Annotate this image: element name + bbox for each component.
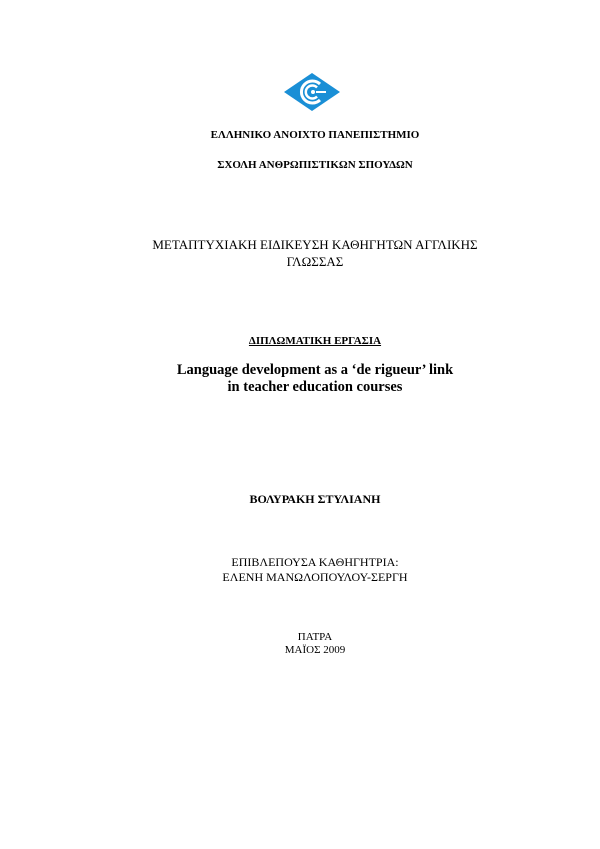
supervisor-label: ΕΠΙΒΛΕΠΟΥΣΑ ΚΑΘΗΓΗΤΡΙΑ: bbox=[231, 555, 399, 569]
school-name: ΣΧΟΛΗ ΑΝΘΡΩΠΙΣΤΙΚΩΝ ΣΠΟΥΔΩΝ bbox=[217, 159, 413, 171]
thesis-title-line2: in teacher education courses bbox=[227, 379, 403, 395]
thesis-title-line1: Language development as a ‘de rigueur’ link bbox=[176, 362, 454, 378]
university-name: ΕΛΛΗΝΙΚΟ ΑΝΟΙΧΤΟ ΠΑΝΕΠΙΣΤΗΜΙΟ bbox=[210, 129, 420, 141]
program-title-line2: ΓΛΩΣΣΑΣ bbox=[286, 254, 344, 269]
program-title-line1: ΜΕΤΑΠΤΥΧΙΑΚΗ ΕΙΔΙΚΕΥΣΗ ΚΑΘΗΓΗΤΩΝ ΑΓΓΛΙΚΗΣ bbox=[152, 237, 478, 252]
author-name: ΒΟΛΥΡΑΚΗ ΣΤΥΛΙΑΝΗ bbox=[249, 492, 381, 506]
thesis-label: ΔΙΠΛΩΜΑΤΙΚΗ ΕΡΓΑΣΙΑ bbox=[248, 335, 382, 347]
supervisor-name: ΕΛΕΝΗ ΜΑΝΩΛΟΠΟΥΛΟΥ-ΣΕΡΓΗ bbox=[222, 570, 408, 584]
university-logo-icon bbox=[283, 72, 341, 112]
place: ΠΑΤΡΑ bbox=[297, 631, 333, 643]
date: ΜΑΪΟΣ 2009 bbox=[284, 644, 346, 656]
